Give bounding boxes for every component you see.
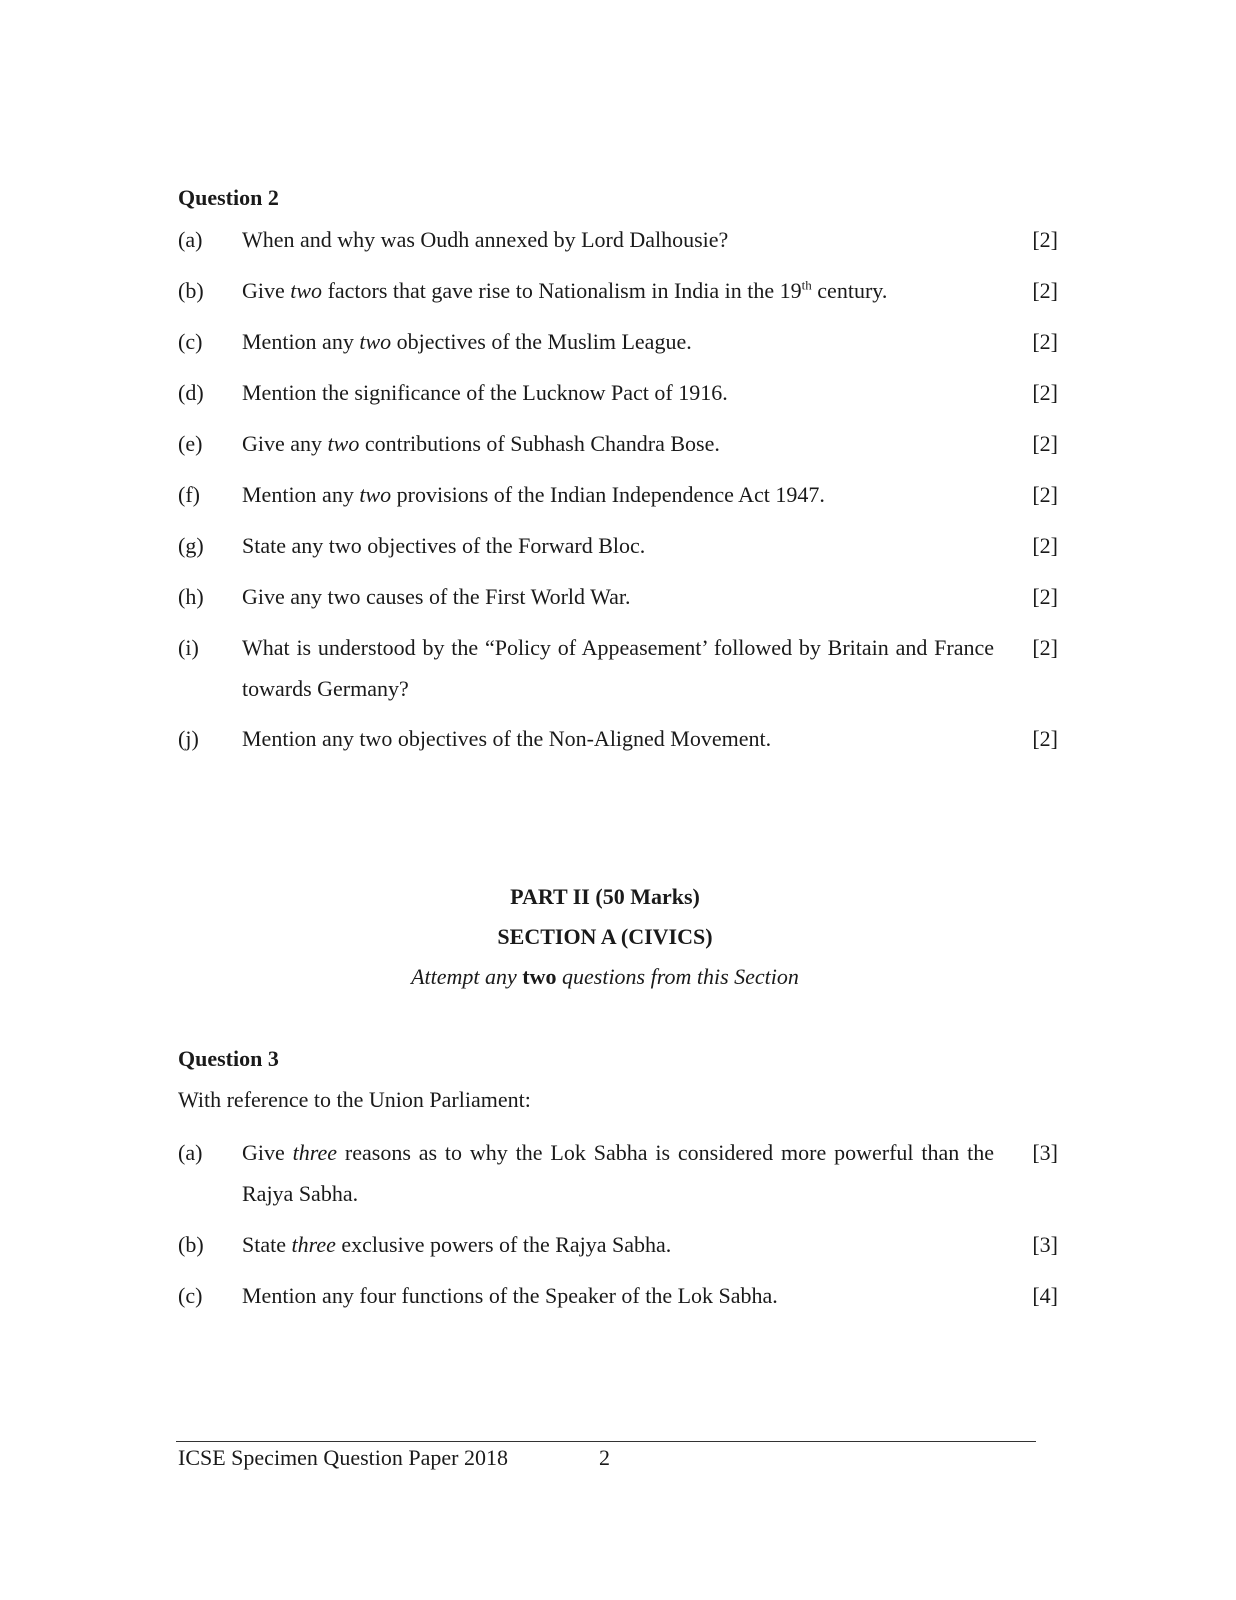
item-label: (a) (178, 227, 203, 252)
item-marks: [2] (1032, 482, 1058, 507)
item-marks: [2] (1032, 329, 1058, 354)
item-marks: [2] (1032, 278, 1058, 303)
item-marks: [2] (1032, 726, 1058, 751)
section-instruction: Attempt any two questions from this Section (411, 964, 799, 989)
item-label: (e) (178, 431, 203, 456)
item-label: (f) (178, 482, 200, 507)
item-label: (b) (178, 1232, 204, 1257)
item-text: Mention any two provisions of the Indian Independence Act 1947. (242, 482, 825, 507)
question-2-heading: Question 2 (178, 185, 279, 210)
item-marks: [2] (1032, 584, 1058, 609)
item-text: When and why was Oudh annexed by Lord Dalhousie? (242, 227, 729, 252)
section-title: SECTION A (CIVICS) (497, 924, 713, 949)
item-marks: [2] (1032, 635, 1058, 660)
item-label: (d) (178, 380, 204, 405)
item-marks: [2] (1032, 227, 1058, 252)
item-label: (a) (178, 1140, 203, 1165)
footer-divider (176, 1441, 1036, 1442)
item-label: (b) (178, 278, 204, 303)
item-text: Give two factors that gave rise to Nationalism in India in the 19th century. (242, 277, 888, 303)
item-label: (c) (178, 1283, 203, 1308)
item-text: What is understood by the “Policy of Appeasement’ followed by Britain and France towards Germany? (242, 635, 994, 701)
item-label: (j) (178, 726, 199, 751)
item-marks: [2] (1032, 380, 1058, 405)
item-text: Mention any two objectives of the Muslim League. (242, 329, 692, 354)
item-label: (c) (178, 329, 203, 354)
item-label: (i) (178, 635, 199, 660)
item-text: Give any two causes of the First World War. (242, 584, 631, 609)
item-text: State any two objectives of the Forward Bloc. (242, 533, 646, 558)
question-3-intro: With reference to the Union Parliament: (178, 1087, 531, 1112)
item-text: Mention the significance of the Lucknow Pact of 1916. (242, 380, 728, 405)
part-title: PART II (50 Marks) (510, 884, 700, 909)
page-number: 2 (599, 1445, 610, 1470)
item-text: Mention any four functions of the Speaker of the Lok Sabha. (242, 1283, 778, 1308)
item-marks: [3] (1032, 1140, 1058, 1165)
item-label: (h) (178, 584, 204, 609)
item-text: Give any two contributions of Subhash Chandra Bose. (242, 431, 720, 456)
item-text: Give three reasons as to why the Lok Sabha is considered more powerful than the Rajya Sabha. (242, 1140, 995, 1206)
item-marks: [3] (1032, 1232, 1058, 1257)
item-marks: [2] (1032, 431, 1058, 456)
item-marks: [4] (1032, 1283, 1058, 1308)
item-marks: [2] (1032, 533, 1058, 558)
item-text: Mention any two objectives of the Non-Aligned Movement. (242, 726, 772, 751)
item-text: State three exclusive powers of the Rajya Sabha. (242, 1232, 672, 1257)
item-label: (g) (178, 533, 204, 558)
question-3-heading: Question 3 (178, 1046, 279, 1071)
question-item (178, 1132, 1058, 1214)
footer-text: ICSE Specimen Question Paper 2018 (178, 1445, 508, 1470)
question-item (178, 627, 1058, 709)
